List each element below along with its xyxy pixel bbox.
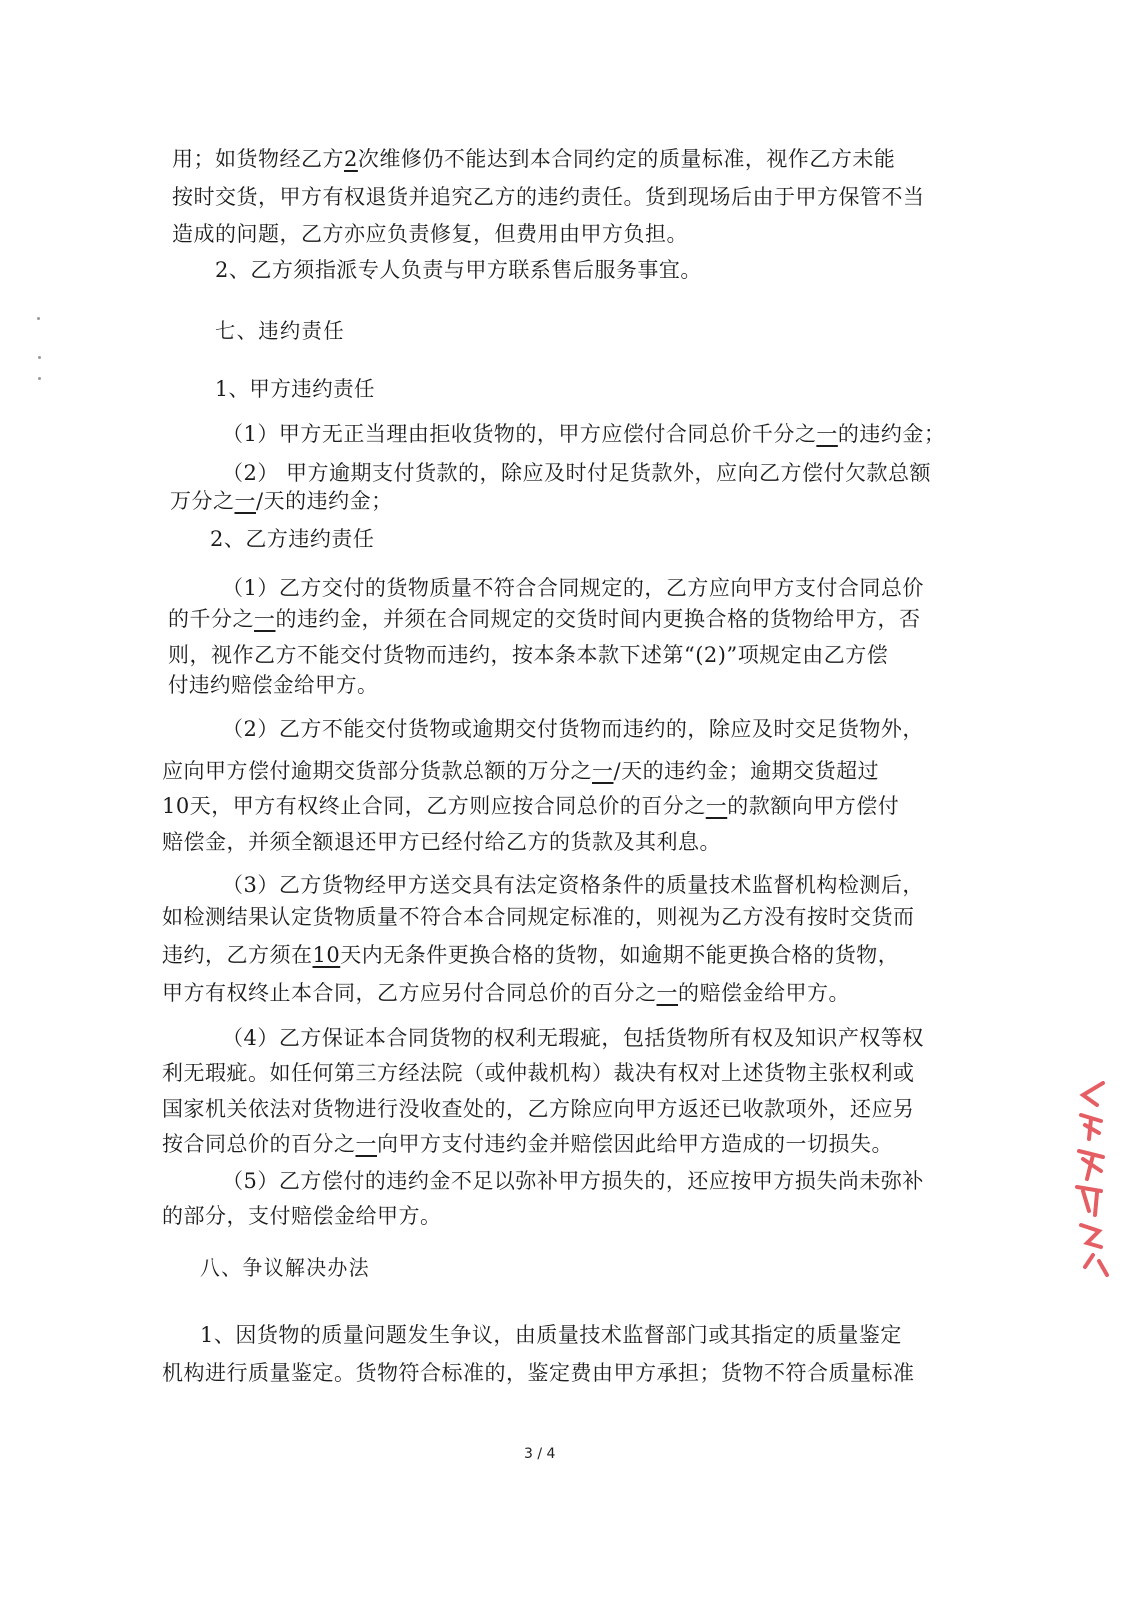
filled-blank: 一 (592, 759, 614, 783)
text-segment: 2、乙方违约责任 (210, 527, 375, 551)
text-line (215, 256, 702, 284)
text-segment: 的违约金，并须在合同规定的交货时间内更换合格的货物给甲方，否 (275, 607, 921, 631)
filled-blank: 10 (312, 943, 341, 967)
text-line (222, 715, 924, 743)
page-number: 3 / 4 (524, 1446, 556, 1462)
section-heading (200, 1254, 370, 1282)
text-segment: 七、违约责任 (215, 319, 345, 343)
text-segment: 次维修仍不能达到本合同约定的质量标准，视作乙方未能 (357, 147, 896, 171)
filled-blank: 一 (254, 607, 276, 631)
text-segment: 10天，甲方有权终止合同，乙方则应按合同总价的百分之 (162, 794, 706, 818)
text-segment: 按时交货，甲方有权退货并追究乙方的违约责任。货到现场后由于甲方保管不当 (172, 185, 925, 209)
text-segment: 的部分，支付赔偿金给甲方。 (162, 1204, 442, 1228)
text-segment: 国家机关依法对货物进行没收查处的，乙方除应向甲方返还已收款项外，还应另 (162, 1097, 915, 1121)
filled-blank: 一 (234, 489, 256, 513)
text-segment: 造成的问题，乙方亦应负责修复，但费用由甲方负担。 (172, 222, 688, 246)
filled-blank: 2 (344, 147, 358, 171)
text-line (168, 641, 888, 669)
filled-blank: 一 (355, 1132, 377, 1156)
text-segment: （5）乙方偿付的违约金不足以弥补甲方损失的，还应按甲方损失尚未弥补 (222, 1169, 924, 1193)
filled-blank: 一 (656, 981, 678, 1005)
text-segment: 用；如货物经乙方 (172, 147, 344, 171)
text-line (162, 792, 899, 820)
text-segment: 利无瑕疵。如任何第三方经法院（或仲裁机构）裁决有权对上述货物主张权利或 (162, 1061, 915, 1085)
text-segment: 应向甲方偿付逾期交货部分货款总额的万分之 (162, 759, 592, 783)
text-line (222, 574, 924, 602)
text-line (215, 375, 375, 403)
text-line (200, 1321, 902, 1349)
text-segment: 赔偿金，并须全额退还甲方已经付给乙方的货款及其利息。 (162, 830, 721, 854)
text-segment: 则，视作乙方不能交付货物而违约，按本条本款下述第“(2)”项规定由乙方偿 (168, 643, 889, 667)
text-line (162, 757, 879, 785)
text-segment: 按合同总价的百分之 (162, 1132, 356, 1156)
text-segment: 的赔偿金给甲方。 (678, 981, 850, 1005)
text-line (162, 1095, 915, 1123)
text-segment: 机构进行质量鉴定。货物符合标准的，鉴定费由甲方承担；货物不符合质量标准 (162, 1361, 915, 1385)
text-segment: （2） 甲方逾期支付货款的，除应及时付足货款外，应向乙方偿付欠款总额 (222, 461, 932, 485)
text-line (222, 1167, 924, 1195)
text-line (222, 871, 924, 899)
text-line (172, 145, 895, 173)
text-line (168, 671, 378, 699)
text-segment: 违约，乙方须在 (162, 943, 313, 967)
text-segment: 付违约赔偿金给甲方。 (168, 673, 378, 697)
text-segment: 1、因货物的质量问题发生争议，由质量技术监督部门或其指定的质量鉴定 (200, 1323, 902, 1347)
filled-blank: 一 (705, 794, 728, 818)
text-line (222, 420, 945, 448)
text-segment: （4）乙方保证本合同货物的权利无瑕疵，包括货物所有权及知识产权等权 (222, 1026, 924, 1050)
red-seal-stamp-fragment (1063, 1075, 1119, 1285)
text-segment: （1）乙方交付的货物质量不符合合同规定的，乙方应向甲方支付合同总价 (222, 576, 924, 600)
text-segment: 八、争议解决办法 (200, 1256, 370, 1280)
text-line (162, 1059, 915, 1087)
text-segment: 2、乙方须指派专人负责与甲方联系售后服务事宜。 (215, 258, 702, 282)
text-segment: 向甲方支付违约金并赔偿因此给甲方造成的一切损失。 (377, 1132, 893, 1156)
text-segment: 甲方有权终止本合同，乙方应另付合同总价的百分之 (162, 981, 657, 1005)
text-line (222, 459, 931, 487)
text-segment: 天内无条件更换合格的货物，如逾期不能更换合格的货物， (340, 943, 900, 967)
section-heading (215, 317, 345, 345)
text-line (222, 1024, 924, 1052)
scan-speck (37, 317, 40, 320)
text-segment: 1、甲方违约责任 (215, 377, 375, 401)
filled-blank: 一 (816, 422, 838, 446)
text-segment: 的款额向甲方偿付 (727, 794, 900, 818)
text-line (210, 525, 374, 553)
text-line (168, 605, 921, 633)
text-segment: 的千分之 (168, 607, 254, 631)
text-line (162, 903, 915, 931)
text-line (162, 828, 721, 856)
text-segment: 如检测结果认定货物质量不符合本合同规定标准的，则视为乙方没有按时交货而 (162, 905, 915, 929)
text-line (172, 183, 925, 211)
text-line (162, 941, 899, 969)
text-line (162, 1202, 442, 1230)
text-line (162, 979, 850, 1007)
text-segment: （3）乙方货物经甲方送交具有法定资格条件的质量技术监督机构检测后， (222, 873, 924, 897)
text-segment: 万分之 (170, 489, 235, 513)
text-segment: （1）甲方无正当理由拒收货物的，甲方应偿付合同总价千分之 (222, 422, 817, 446)
scan-speck (38, 377, 41, 380)
text-line (172, 220, 688, 248)
text-segment: /天的违约金；逾期交货超过 (613, 759, 880, 783)
scan-speck (38, 356, 41, 359)
text-segment: （2）乙方不能交付货物或逾期交付货物而违约的，除应及时交足货物外， (222, 717, 924, 741)
text-line (170, 487, 393, 515)
text-line (162, 1130, 893, 1158)
text-segment: /天的违约金； (256, 489, 393, 513)
text-line (162, 1359, 915, 1387)
text-segment: 的违约金； (837, 422, 946, 446)
